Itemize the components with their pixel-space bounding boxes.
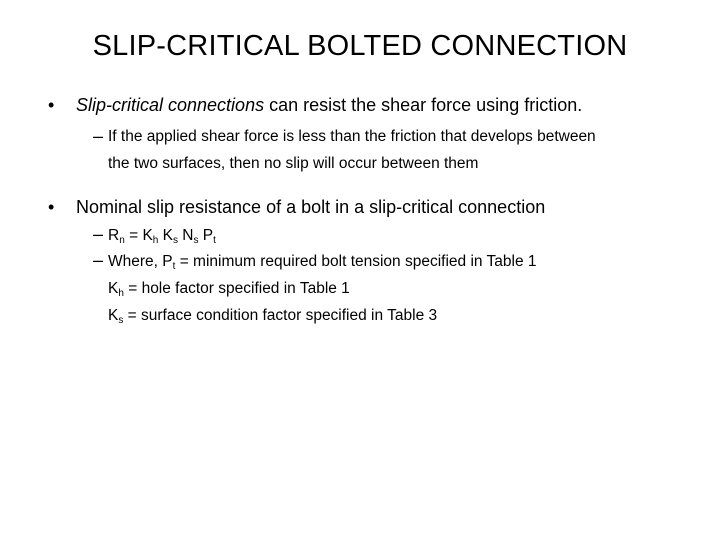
eq-subscript: n — [119, 235, 125, 246]
eq-sign: = — [124, 227, 143, 244]
where-subscript: s — [118, 315, 124, 326]
where-prefix: K — [108, 280, 119, 297]
where-subscript: h — [118, 288, 124, 299]
eq-symbol: P — [198, 227, 214, 244]
where-line-2 — [108, 276, 350, 302]
where-line-3 — [108, 303, 437, 329]
slip-resistance-equation — [108, 223, 216, 249]
bullet-1-italic-text: Slip-critical connections — [76, 95, 265, 115]
sub-bullet-marker: – — [93, 224, 104, 244]
where-definition: = surface condition factor specified in Table 3 — [123, 307, 438, 324]
sub-bullet-marker: – — [93, 250, 104, 270]
where-line-1 — [108, 249, 537, 275]
bullet-1-text — [76, 94, 582, 116]
eq-symbol: R — [108, 227, 120, 244]
bullet-1-rest-text: can resist the shear force using friction. — [264, 95, 583, 115]
where-prefix: K — [108, 307, 119, 324]
eq-symbol: K — [158, 227, 173, 244]
bullet-marker: • — [48, 197, 55, 217]
where-subscript: t — [172, 261, 176, 272]
eq-subscript: s — [173, 235, 178, 246]
slide-title: SLIP-CRITICAL BOLTED CONNECTION — [92, 30, 628, 62]
bullet-1-sub-1-line-2: the two surfaces, then no slip will occur between them — [108, 155, 479, 172]
eq-symbol: N — [178, 227, 194, 244]
where-definition: = hole factor specified in Table 1 — [123, 280, 350, 297]
where-definition: = minimum required bolt tension specified in Table 1 — [175, 253, 537, 270]
bullet-1-sub-1-line-1: If the applied shear force is less than the friction that develops between — [108, 128, 596, 145]
sub-bullet-marker: – — [93, 126, 104, 146]
bullet-marker: • — [48, 95, 55, 115]
eq-subscript: t — [213, 235, 216, 246]
bullet-2-text: Nominal slip resistance of a bolt in a slip-critical connection — [76, 197, 546, 217]
eq-symbol: K — [142, 227, 153, 244]
eq-subscript: s — [193, 235, 199, 246]
where-prefix: Where, P — [108, 253, 173, 270]
eq-subscript: h — [152, 235, 159, 246]
